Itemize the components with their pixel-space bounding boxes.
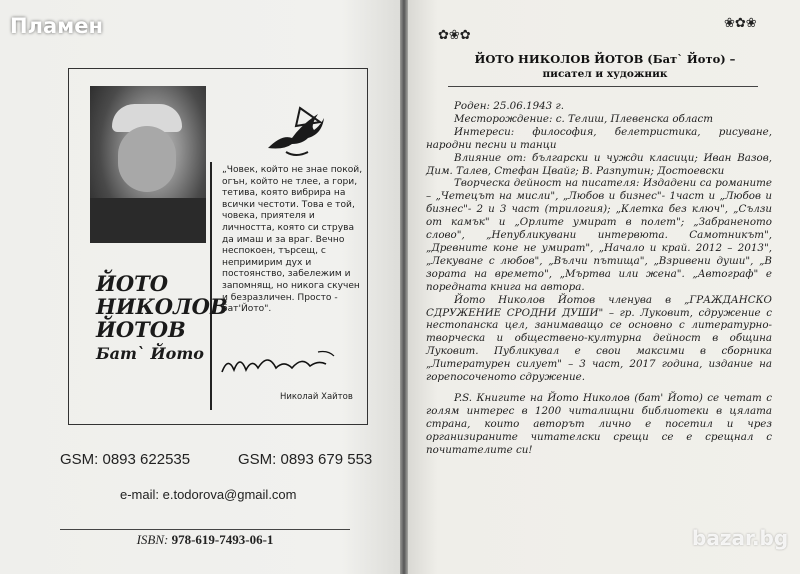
bio-interests: Интереси: философия, белетристика, рисуване, народни песни и танци [426, 125, 772, 151]
bio-birth: Роден: 25.06.1943 г. [454, 100, 564, 112]
seller-brand: Пламен [10, 14, 104, 38]
email-address: e-mail: e.todorova@gmail.com [120, 487, 297, 502]
signature-icon [218, 346, 338, 380]
bio-ps: P.S. Книгите на Йото Николов (бат' Йото) се четат с голям интерес в 1200 читалищни библиотеки в цялата страна, които авторът лично е посетил и чрез организираните читателски срещи се е срещнал с почитателите си! [426, 391, 772, 456]
author-name [96, 272, 228, 341]
flower-ornament-icon: ✿❀✿ [438, 28, 471, 43]
phone-2: GSM: 0893 679 553 [238, 451, 373, 468]
author-photo [90, 86, 206, 243]
bio-influences: Влияние от: български и чужди класици; Иван Вазов, Дим. Талев, Стефан Цвайг; В. Разпутин; Достоевски [426, 151, 772, 177]
name-line-3: ЙОТОВ [96, 317, 186, 342]
flower-ornament-icon: ❀✿❀ [724, 16, 757, 31]
book-spine [400, 0, 408, 574]
bio-title: ЙОТО НИКОЛОВ ЙОТОВ (Бат` Йото) – [474, 52, 736, 66]
quote-author: Николай Хайтов [280, 392, 353, 402]
bio-birthplace: Месторождение: с. Телиш, Плевенска област [454, 112, 714, 125]
bio-body [426, 100, 772, 456]
isbn-label: ISBN: [136, 532, 169, 547]
bio-works: Творческа дейност на писателя: Издадени са романите – „Четецът на мисли", „Любов и бизнес"- 1част и „Любов и бизнес"- 2 и 3 част (трилогия); „Клетка без ключ", „Сълзи от камък" и „Орлите умират в полет"; „Забраненото слово", „Непубликувани интервюта. Самотникът", „Древните коне не умират", „Начало и край. 2012 – 2013", „Лекуване с любов", „Вълчи пътища", „Взривени души", „В зората на времето", „Мъртва или жена". „Автограф" е поредната книга на автора. [426, 177, 772, 293]
isbn [60, 529, 350, 548]
name-line-1: ЙОТО [96, 271, 169, 296]
name-line-2: НИКОЛОВ [96, 294, 228, 319]
bio-membership: Йото Николов Йотов членува в „ГРАЖДАНСКО СДРУЖЕНИЕ СРОДНИ ДУШИ" – гр. Луковит, сдружение с нестопанска цел, занимаващо се основно с литературно-творческа и обществено-културна дейност в община Луковит. Публикувал е свои максими в сборника „Литературен силует" – 3 част, 2017 година, издание на горепосоченото сдружение. [426, 293, 772, 384]
isbn-value: 978-619-7493-06-1 [171, 532, 274, 547]
author-quote: „Човек, който не знае покой, огън, който не тлее, а гори, тетива, която вибрира на всички честоти. Това е той, човека, приятеля и личността, която си струва да имаш и за враг. Вечно неспокоен, търсещ, с непримирим дух и постоянство, забележим и запомнящ, но никога скучен и безразличен. Просто - бат'Йото". [222, 165, 363, 315]
author-nickname: Бат` Йото [96, 344, 204, 363]
title-underline [448, 86, 758, 87]
watermark: bazar.bg [692, 526, 789, 550]
pegasus-logo-icon [262, 104, 328, 160]
phone-1: GSM: 0893 622535 [60, 451, 191, 468]
bio-subtitle: писател и художник [542, 68, 668, 80]
